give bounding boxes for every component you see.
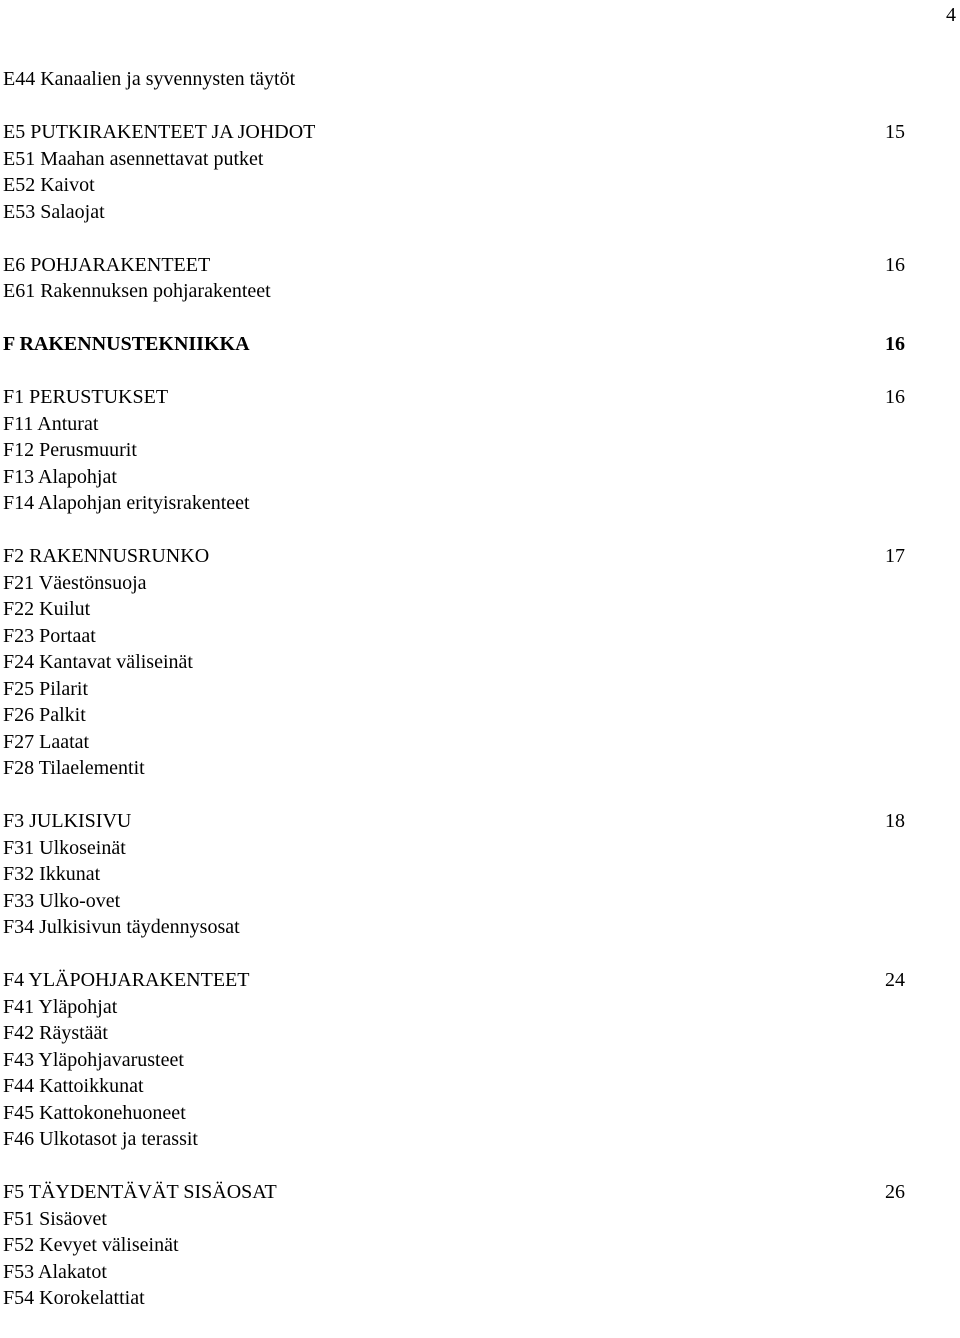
toc-item-label: F54 Korokelattiat (3, 1287, 145, 1309)
toc-item (3, 835, 905, 862)
toc-chapter-label: F RAKENNUSTEKNIIKKA (3, 333, 250, 355)
toc-item (3, 861, 905, 888)
toc-heading-e5 (3, 119, 905, 146)
toc-item (3, 1020, 905, 1047)
toc-item-label: F14 Alapohjan erityisrakenteet (3, 492, 250, 514)
toc-group-e4 (3, 66, 905, 93)
toc-heading-label: F4 YLÄPOHJARAKENTEET (3, 969, 250, 991)
toc-item-label: F34 Julkisivun täydennysosat (3, 916, 240, 938)
toc-item (3, 994, 905, 1021)
toc-item-label: F42 Räystäät (3, 1022, 108, 1044)
toc-item (3, 1285, 905, 1312)
toc-item (3, 702, 905, 729)
toc-page-number: 16 (885, 253, 905, 276)
toc-item-label: F24 Kantavat väliseinät (3, 651, 193, 673)
toc-item-label: E51 Maahan asennettavat putket (3, 147, 264, 170)
toc-group-f (3, 331, 905, 358)
toc-item-label: F46 Ulkotasot ja terassit (3, 1128, 198, 1150)
toc-heading-e6 (3, 252, 905, 279)
toc-item (3, 649, 905, 676)
toc-item (3, 570, 905, 597)
toc-chapter-f (3, 331, 905, 358)
toc-item-label: E53 Salaojat (3, 200, 105, 223)
toc-item (3, 66, 905, 93)
toc-page-number: 26 (885, 1181, 905, 1203)
toc-heading-label: E6 POHJARAKENTEET (3, 253, 211, 276)
toc-heading-label: F2 RAKENNUSRUNKO (3, 545, 210, 567)
toc-item (3, 490, 905, 517)
toc-group-f4 (3, 967, 905, 1153)
toc-item-label: E61 Rakennuksen pohjarakenteet (3, 280, 271, 302)
toc-item-label: E52 Kaivot (3, 174, 95, 196)
toc-item (3, 199, 905, 226)
toc-item-label: F21 Väestönsuoja (3, 571, 147, 594)
toc-item-label: F43 Yläpohjavarusteet (3, 1048, 184, 1071)
toc-item (3, 729, 905, 756)
toc-page-number: 15 (885, 121, 905, 143)
toc-item-label: F13 Alapohjat (3, 465, 117, 488)
toc-item (3, 596, 905, 623)
toc-item-label: F32 Ikkunat (3, 863, 101, 885)
toc-item (3, 676, 905, 703)
toc-item-label: F51 Sisäovet (3, 1207, 107, 1230)
toc-item-label: F12 Perusmuurit (3, 439, 137, 461)
toc-item (3, 437, 905, 464)
toc-item-label: F25 Pilarit (3, 677, 89, 700)
toc-page-number: 24 (885, 969, 905, 991)
table-of-contents (3, 66, 905, 1338)
toc-item (3, 1259, 905, 1286)
toc-heading-label: F1 PERUSTUKSET (3, 386, 169, 408)
toc-item (3, 888, 905, 915)
toc-heading-label: E5 PUTKIRAKENTEET JA JOHDOT (3, 121, 316, 143)
toc-item-label: F41 Yläpohjat (3, 995, 118, 1018)
toc-group-f3 (3, 808, 905, 941)
toc-item-label: F11 Anturat (3, 412, 99, 435)
toc-page-number: 16 (885, 333, 905, 355)
toc-item (3, 914, 905, 941)
toc-item (3, 172, 905, 199)
toc-item-label: F27 Laatat (3, 730, 90, 753)
toc-item-label: F33 Ulko-ovet (3, 889, 121, 912)
toc-item-label: F22 Kuilut (3, 598, 91, 620)
toc-item-label: F52 Kevyet väliseinät (3, 1234, 179, 1256)
toc-item (3, 1232, 905, 1259)
toc-item (3, 464, 905, 491)
toc-item (3, 411, 905, 438)
toc-item (3, 1100, 905, 1127)
toc-item-label: F28 Tilaelementit (3, 757, 145, 779)
toc-group-e6 (3, 252, 905, 305)
toc-item-label: F45 Kattokonehuoneet (3, 1101, 186, 1124)
toc-page-number: 17 (885, 545, 905, 567)
toc-item (3, 146, 905, 173)
toc-item (3, 1206, 905, 1233)
page-number: 4 (946, 4, 956, 26)
toc-page-number: 16 (885, 386, 905, 408)
toc-group-f2 (3, 543, 905, 782)
toc-heading-label: F5 TÄYDENTÄVÄT SISÄOSAT (3, 1181, 277, 1203)
toc-group-e5 (3, 119, 905, 225)
toc-page-number: 18 (885, 810, 905, 832)
toc-item (3, 755, 905, 782)
toc-group-f1 (3, 384, 905, 517)
toc-heading-f3 (3, 808, 905, 835)
toc-item-label: F53 Alakatot (3, 1260, 107, 1283)
toc-item (3, 278, 905, 305)
toc-item-label: F31 Ulkoseinät (3, 836, 126, 859)
toc-item (3, 1126, 905, 1153)
toc-item (3, 623, 905, 650)
toc-heading-f1 (3, 384, 905, 411)
toc-item-label: F26 Palkit (3, 704, 86, 726)
toc-item (3, 1047, 905, 1074)
toc-item-label: F23 Portaat (3, 624, 96, 647)
toc-heading-f5 (3, 1179, 905, 1206)
toc-group-f5 (3, 1179, 905, 1312)
toc-heading-f4 (3, 967, 905, 994)
toc-item (3, 1073, 905, 1100)
toc-item-label: E44 Kanaalien ja syvennysten täytöt (3, 68, 296, 90)
toc-heading-label: F3 JULKISIVU (3, 810, 132, 832)
toc-item-label: F44 Kattoikkunat (3, 1075, 144, 1097)
toc-heading-f2 (3, 543, 905, 570)
